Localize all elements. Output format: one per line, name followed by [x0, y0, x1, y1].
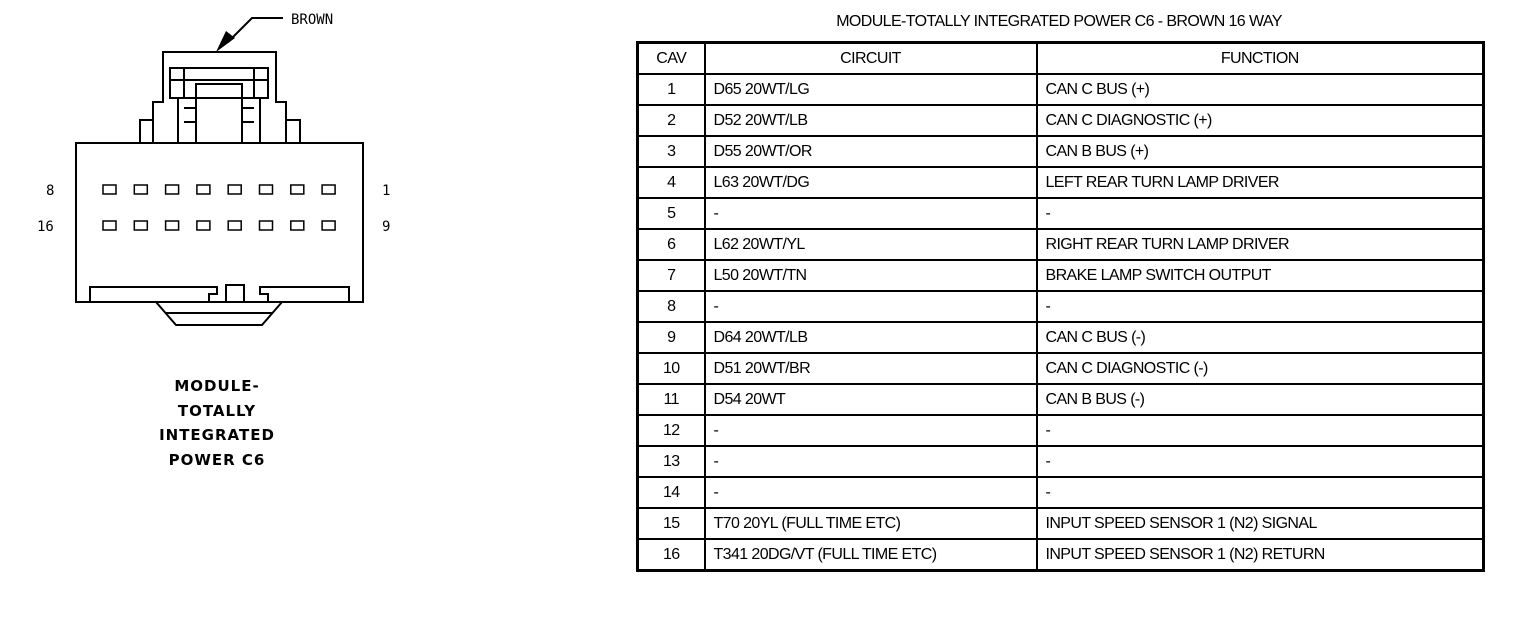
cav-cell: 16: [638, 539, 705, 571]
pin-label-1: 1: [382, 183, 391, 199]
table-row: [638, 477, 1484, 508]
table-row: [638, 74, 1484, 105]
cav-cell: 1: [638, 74, 705, 105]
function-cell: BRAKE LAMP SWITCH OUTPUT: [1037, 260, 1484, 291]
circuit-cell: T70 20YL (FULL TIME ETC): [705, 508, 1037, 539]
cav-cell: 7: [638, 260, 705, 291]
connector-name-line: INTEGRATED: [159, 426, 275, 444]
cavity-slot: [197, 185, 210, 194]
connector-body: [76, 143, 363, 302]
table-header-row: [638, 43, 1484, 75]
cav-cell: 10: [638, 353, 705, 384]
function-cell: CAN C BUS (+): [1037, 74, 1484, 105]
table-row: [638, 539, 1484, 571]
connector-name-line: TOTALLY: [177, 401, 257, 420]
function-cell: INPUT SPEED SENSOR 1 (N2) SIGNAL: [1037, 508, 1484, 539]
circuit-cell: D51 20WT/BR: [705, 353, 1037, 384]
cavity-slot: [166, 185, 179, 194]
cav-cell: 14: [638, 477, 705, 508]
connector-name-line: MODULE-: [174, 377, 260, 395]
color-callout-label: BROWN: [291, 12, 334, 28]
table-row: [638, 415, 1484, 446]
pin-label-16: 16: [37, 219, 54, 235]
cavity-slot: [322, 221, 335, 230]
cavity-slot: [260, 221, 273, 230]
function-cell: RIGHT REAR TURN LAMP DRIVER: [1037, 229, 1484, 260]
circuit-cell: L50 20WT/TN: [705, 260, 1037, 291]
table-row: [638, 105, 1484, 136]
cavity-slot: [103, 185, 116, 194]
function-cell: -: [1037, 415, 1484, 446]
table-row: [638, 136, 1484, 167]
table-row: [638, 322, 1484, 353]
cavity-slot: [291, 185, 304, 194]
cavity-slot: [260, 185, 273, 194]
table-row: [638, 260, 1484, 291]
circuit-cell: D54 20WT: [705, 384, 1037, 415]
cav-cell: 12: [638, 415, 705, 446]
circuit-cell: -: [705, 446, 1037, 477]
circuit-cell: D65 20WT/LG: [705, 74, 1037, 105]
function-cell: CAN C BUS (-): [1037, 322, 1484, 353]
circuit-cell: -: [705, 477, 1037, 508]
cavity-slot: [322, 185, 335, 194]
connector-latch: [140, 52, 300, 143]
header-circuit: CIRCUIT: [705, 43, 1037, 75]
pinout-table: [636, 41, 1485, 572]
function-cell: INPUT SPEED SENSOR 1 (N2) RETURN: [1037, 539, 1484, 571]
table-row: [638, 198, 1484, 229]
pin-label-8: 8: [46, 183, 55, 199]
callout-arrowhead: [216, 31, 235, 52]
circuit-cell: T341 20DG/VT (FULL TIME ETC): [705, 539, 1037, 571]
function-cell: -: [1037, 446, 1484, 477]
circuit-cell: D52 20WT/LB: [705, 105, 1037, 136]
circuit-cell: -: [705, 291, 1037, 322]
circuit-cell: L63 20WT/DG: [705, 167, 1037, 198]
function-cell: CAN C DIAGNOSTIC (-): [1037, 353, 1484, 384]
cav-cell: 6: [638, 229, 705, 260]
function-cell: -: [1037, 291, 1484, 322]
circuit-cell: L62 20WT/YL: [705, 229, 1037, 260]
circuit-cell: -: [705, 198, 1037, 229]
function-cell: CAN B BUS (+): [1037, 136, 1484, 167]
header-function: FUNCTION: [1037, 43, 1484, 75]
connector-name: [120, 374, 314, 472]
cavity-slot: [134, 185, 147, 194]
function-cell: CAN B BUS (-): [1037, 384, 1484, 415]
cavity-slot: [228, 221, 241, 230]
cav-cell: 15: [638, 508, 705, 539]
function-cell: -: [1037, 477, 1484, 508]
circuit-cell: D55 20WT/OR: [705, 136, 1037, 167]
cav-cell: 2: [638, 105, 705, 136]
function-cell: CAN C DIAGNOSTIC (+): [1037, 105, 1484, 136]
function-cell: LEFT REAR TURN LAMP DRIVER: [1037, 167, 1484, 198]
cavity-slot: [134, 221, 147, 230]
table-row: [638, 167, 1484, 198]
circuit-cell: D64 20WT/LB: [705, 322, 1037, 353]
pin-label-9: 9: [382, 219, 391, 235]
cav-cell: 11: [638, 384, 705, 415]
cav-cell: 3: [638, 136, 705, 167]
cavity-slot: [228, 185, 241, 194]
circuit-cell: -: [705, 415, 1037, 446]
cav-cell: 8: [638, 291, 705, 322]
cav-cell: 4: [638, 167, 705, 198]
connector-diagram: [0, 0, 620, 624]
callout-leader-line: [228, 18, 283, 42]
cavity-slot: [197, 221, 210, 230]
cav-cell: 13: [638, 446, 705, 477]
table-row: [638, 353, 1484, 384]
header-cav: CAV: [638, 43, 705, 75]
cavity-slot: [291, 221, 304, 230]
cavity-slot: [166, 221, 179, 230]
cav-cell: 5: [638, 198, 705, 229]
table-row: [638, 446, 1484, 477]
table-row: [638, 229, 1484, 260]
connector-bottom-rail: [90, 285, 349, 302]
table-title: MODULE-TOTALLY INTEGRATED POWER C6 - BROWN 16 WAY: [836, 13, 1282, 30]
cav-cell: 9: [638, 322, 705, 353]
connector-name-line: POWER C6: [168, 450, 266, 469]
table-row: [638, 291, 1484, 322]
table-row: [638, 384, 1484, 415]
cavity-slots: [103, 185, 335, 230]
cavity-slot: [103, 221, 116, 230]
function-cell: -: [1037, 198, 1484, 229]
table-row: [638, 508, 1484, 539]
